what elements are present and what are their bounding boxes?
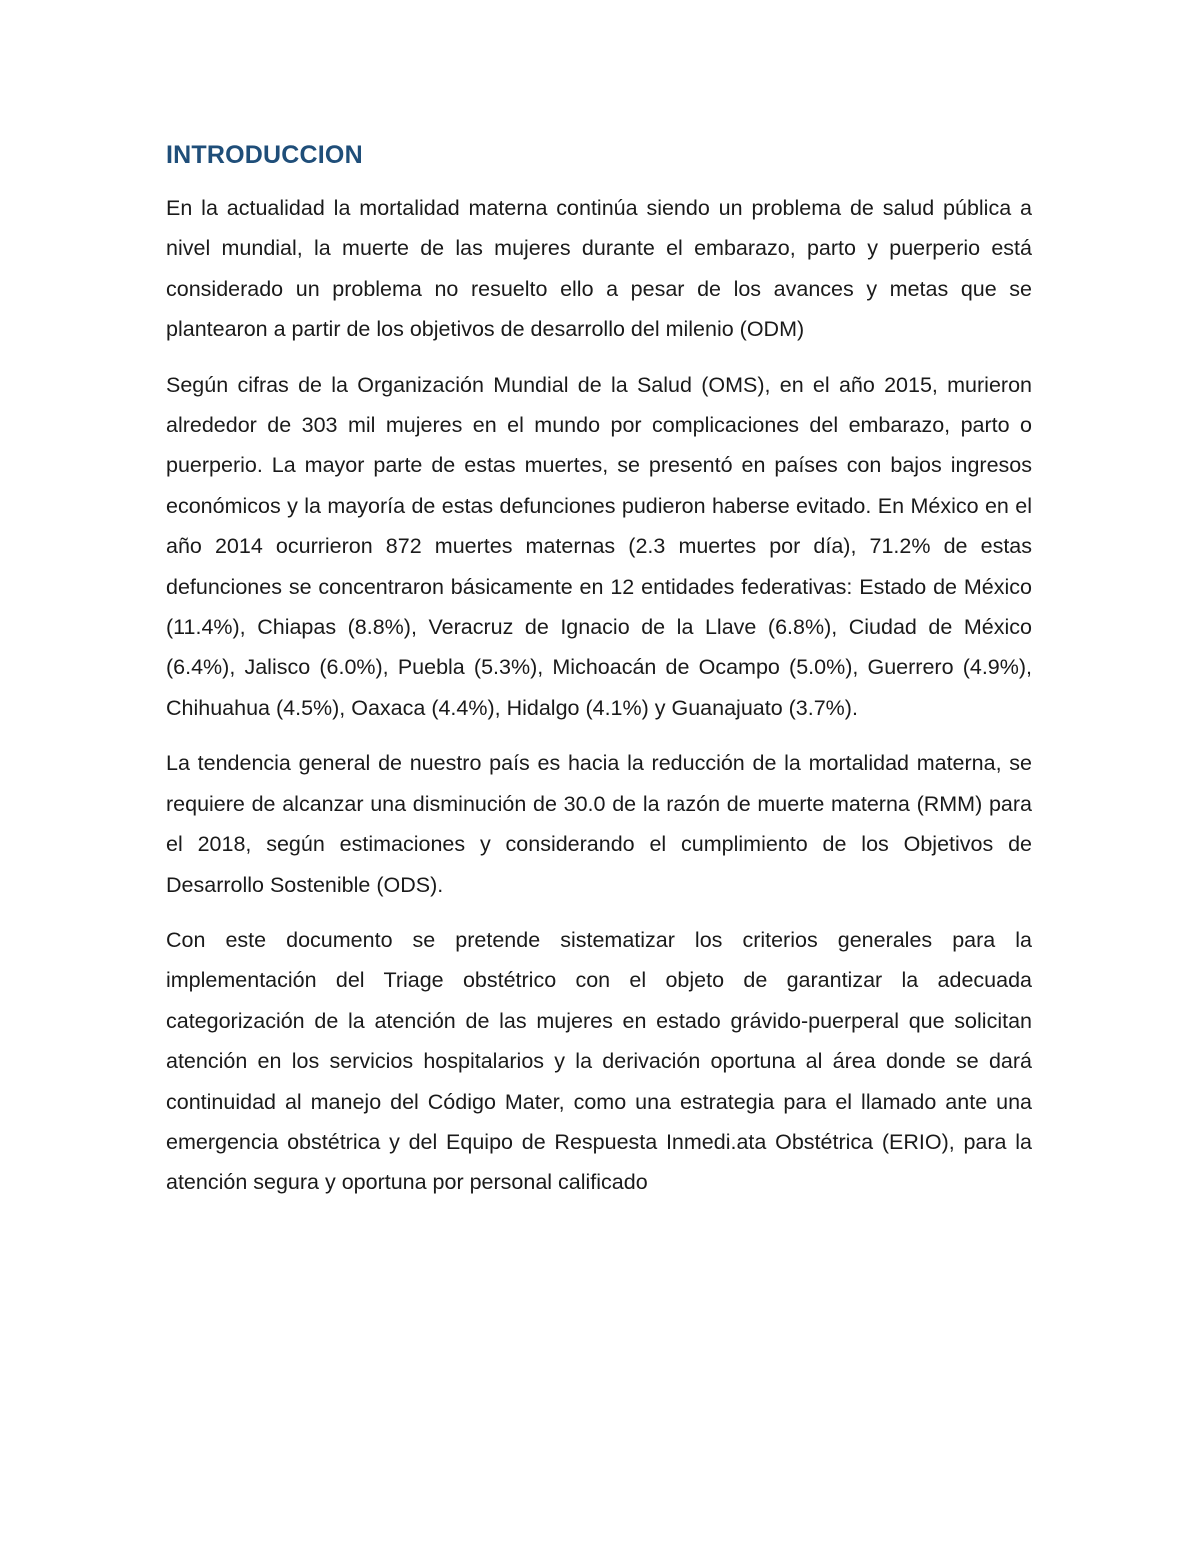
paragraph-statistics: Según cifras de la Organización Mundial de la Salud (OMS), en el año 2015, murieron alrededor de 303 mil mujeres en el mundo por complicaciones del embarazo, parto o puerperio. La mayor parte de estas muertes, se presentó en países con bajos ingresos económicos y la mayoría de estas defunciones pudieron haberse evitado. En México en el año 2014 ocurrieron 872 muertes maternas (2.3 muertes por día), 71.2% de estas defunciones se concentraron básicamente en 12 entidades federativas: Estado de México (11.4%), Chiapas (8.8%), Veracruz de Ignacio de la Llave (6.8%), Ciudad de México (6.4%), Jalisco (6.0%), Puebla (5.3%), Michoacán de Ocampo (5.0%), Guerrero (4.9%), Chihuahua (4.5%), Oaxaca (4.4%), Hidalgo (4.1%) y Guanajuato (3.7%).: [166, 372, 1032, 720]
paragraph-trend: La tendencia general de nuestro país es hacia la reducción de la mortalidad materna, se requiere de alcanzar una disminución de 30.0 de la razón de muerte materna (RMM) para el 2018, según estimaciones y considerando el cumplimiento de los Objetivos de Desarrollo Sostenible (ODS).: [166, 751, 1032, 897]
paragraph-purpose: Con este documento se pretende sistematizar los criterios generales para la implementación del Triage obstétrico con el objeto de garantizar la adecuada categorización de la atención de las mujeres en estado grávido-puerperal que solicitan atención en los servicios hospitalarios y la derivación oportuna al área donde se dará continuidad al manejo del Código Mater, como una estrategia para el llamado ante una emergencia obstétrica y del Equipo de Respuesta Inmedi.ata Obstétrica (ERIO), para la atención segura y oportuna por personal calificado: [166, 927, 1032, 1195]
document-body: [166, 136, 1032, 1218]
section-heading: INTRODUCCION: [166, 141, 363, 169]
paragraph-intro: En la actualidad la mortalidad materna continúa siendo un problema de salud pública a nivel mundial, la muerte de las mujeres durante el embarazo, parto y puerperio está considerado un problema no resuelto ello a pesar de los avances y metas que se plantearon a partir de los objetivos de desarrollo del milenio (ODM): [166, 196, 1032, 342]
